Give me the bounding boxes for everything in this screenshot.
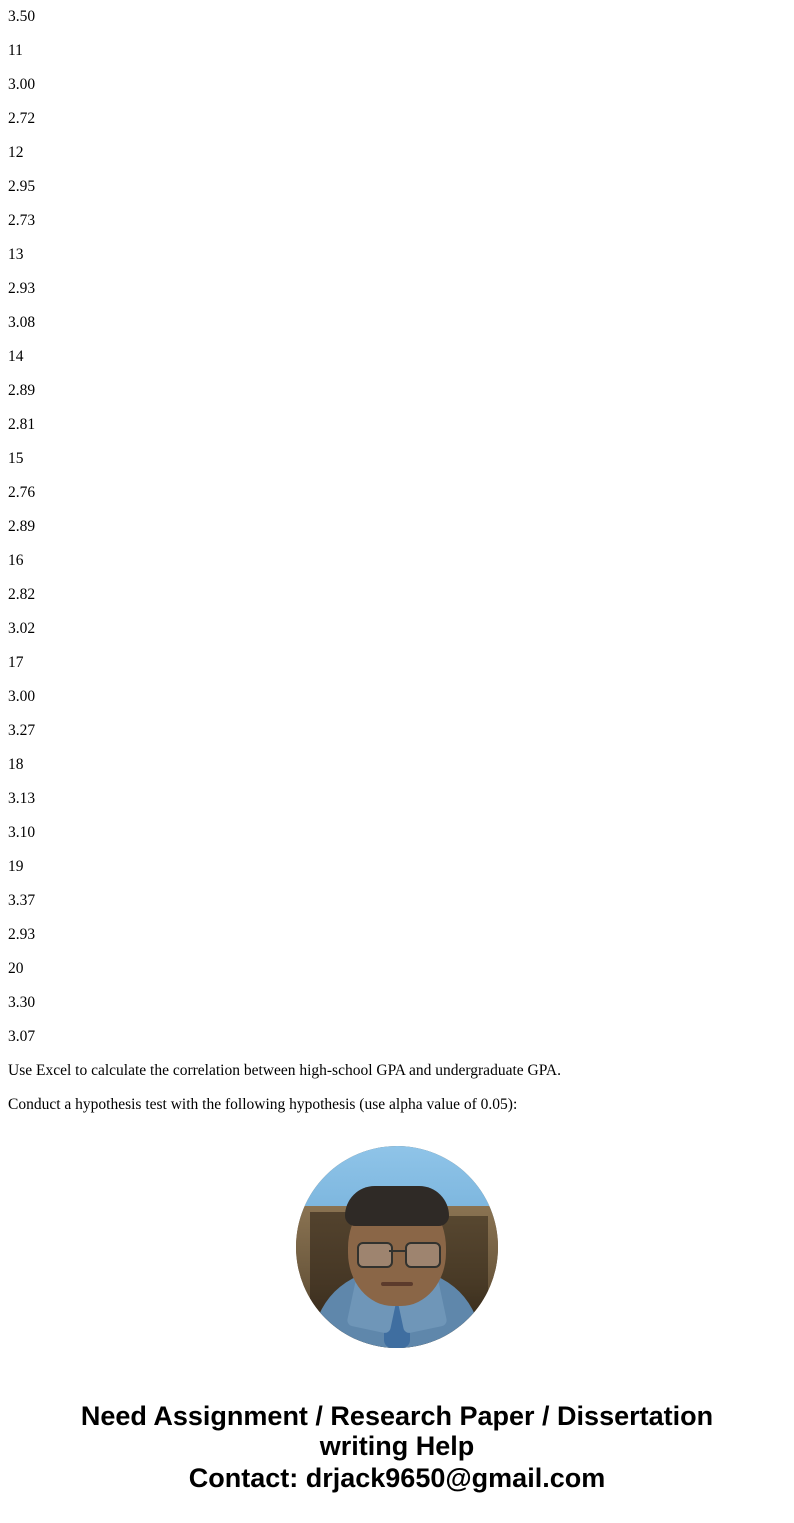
data-line: 2.89: [8, 382, 36, 399]
instruction-paragraph: Conduct a hypothesis test with the following hypothesis (use alpha value of 0.05):: [8, 1096, 518, 1113]
data-line: 12: [8, 144, 24, 161]
data-line: 2.82: [8, 586, 36, 603]
promo-banner: [8, 1353, 786, 1493]
data-line: 3.08: [8, 314, 36, 331]
data-line: 3.50: [8, 8, 36, 25]
data-line: 16: [8, 552, 24, 569]
glasses-bridge-icon: [389, 1250, 405, 1252]
data-line: 2.73: [8, 212, 36, 229]
data-line: 3.37: [8, 892, 36, 909]
data-line: 2.93: [8, 926, 36, 943]
data-line: 3.30: [8, 994, 36, 1011]
glasses-left-lens-icon: [357, 1242, 393, 1268]
data-line: 3.13: [8, 790, 36, 807]
data-line: 19: [8, 858, 24, 875]
data-line: 3.27: [8, 722, 36, 739]
data-line: 3.00: [8, 76, 36, 93]
portrait-hair: [345, 1186, 449, 1226]
data-line: 3.00: [8, 688, 36, 705]
data-line: 2.89: [8, 518, 36, 535]
data-line: 2.93: [8, 280, 36, 297]
glasses-right-lens-icon: [405, 1242, 441, 1268]
data-line: 3.02: [8, 620, 36, 637]
tutor-portrait-photo: [296, 1146, 498, 1348]
data-line: 11: [8, 42, 23, 59]
promo-contact: Contact: drjack9650@gmail.com: [188, 1463, 606, 1493]
data-line: 15: [8, 450, 24, 467]
portrait-mouth: [381, 1282, 413, 1286]
instruction-paragraph: Use Excel to calculate the correlation between high-school GPA and undergraduate GPA.: [8, 1062, 561, 1079]
data-line: 2.81: [8, 416, 36, 433]
gpa-data-list: [8, 0, 786, 1054]
data-line: 14: [8, 348, 24, 365]
promo-line-2: writing Help: [319, 1431, 475, 1461]
instructions-block: [8, 1054, 786, 1122]
data-line: 13: [8, 246, 24, 263]
portrait-container: [8, 1122, 786, 1353]
data-line: 3.07: [8, 1028, 36, 1045]
data-line: 2.72: [8, 110, 36, 127]
promo-line-1: Need Assignment / Research Paper / Dissertation: [80, 1401, 714, 1431]
data-line: 3.10: [8, 824, 36, 841]
data-line: 18: [8, 756, 24, 773]
data-line: 2.76: [8, 484, 36, 501]
data-line: 2.95: [8, 178, 36, 195]
data-line: 17: [8, 654, 24, 671]
data-line: 20: [8, 960, 24, 977]
